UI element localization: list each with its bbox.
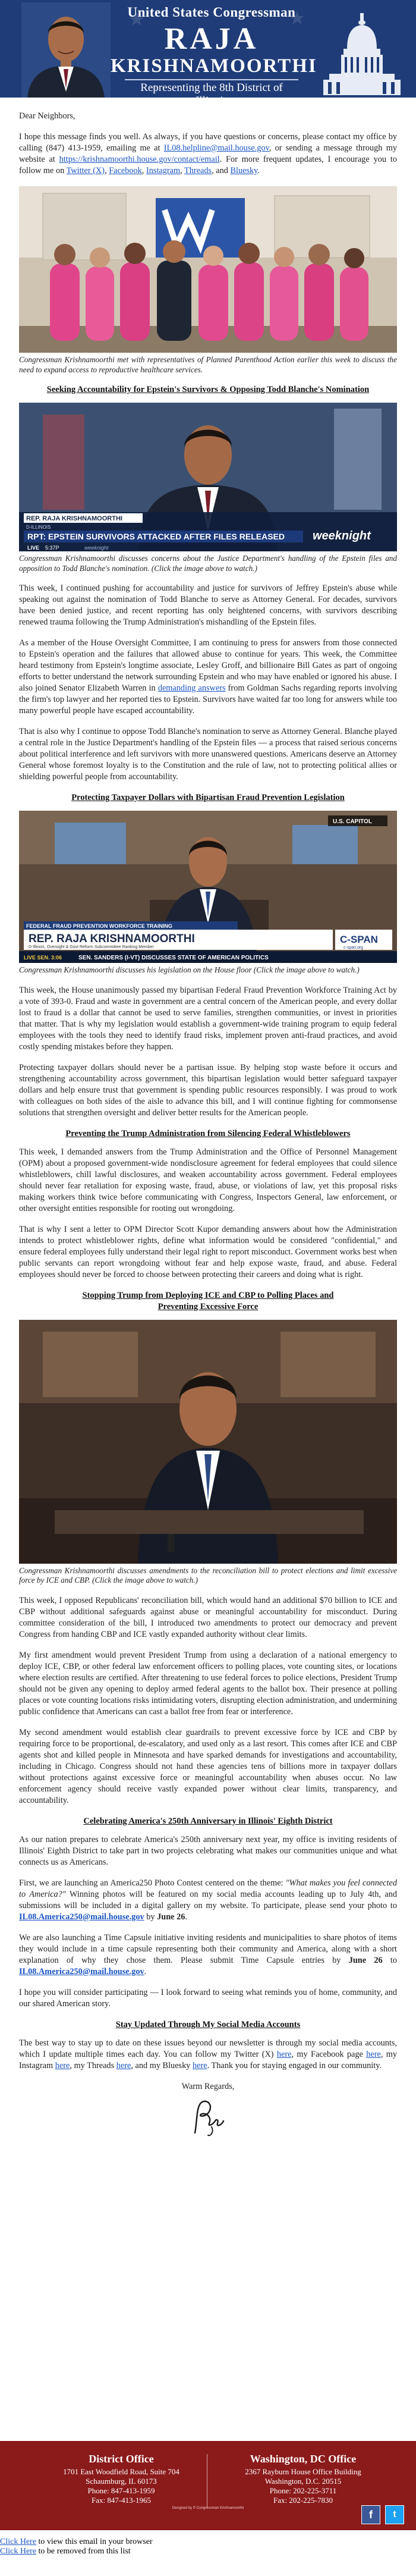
intro-text-1: I hope this message finds you well. As always, if you have questions or concerns, please contact my office by calling (847) 413-1959, emailing me at — [19, 132, 397, 153]
dc-address-1: 2367 Rayburn House Office Building — [245, 2467, 361, 2476]
tv1-headline: RPT: EPSTEIN SURVIVORS ATTACKED AFTER FILES RELEASED — [27, 532, 285, 541]
view-in-browser-line — [0, 2537, 357, 2547]
epstein-paragraph-1: This week, I continued pushing for accountability and justice for survivors of Jeffrey Epstein's abuse while speaking out against the nomination of Todd Blanche to serve as Attorney General. For decades, survivors have been denied justice, and recent reporting has only heightened concerns, with survivors describing renewed trauma following the Trump Administration's mishandling of the Epstein files. — [19, 583, 397, 627]
tv2-brand-sub: c-span.org — [343, 946, 364, 950]
twitter-link[interactable]: Twitter (X) — [66, 166, 105, 175]
header-first-name: RAJA — [164, 22, 259, 56]
ice-paragraph-3: My second amendment would establish clear guardrails to prevent excessive force by ICE and CBP by requiring force to be proportional, de-escalatory, and used only as a last resort. This comes after ICE and CBP agents shot and killed people in Minnesota and have sparked demands for investigations and accountability, including in Chicago. Congress should not hand these agencies tens of billions more in taxpayer dollars without protections against excessive force or meaningful accountability when abuses occur. No law enforcement agency should receive vastly expanded power without clear limits, transparency, and accountability. — [19, 1727, 397, 1805]
tv1-brand: weeknight — [313, 529, 371, 542]
footer-social-icons — [361, 2505, 404, 2524]
closing-regards: Warm Regards, — [181, 2081, 235, 2091]
a250-p3-text-a: We are also launching a Time Capsule initiative inviting residents and municipalities to share photos of items they would include in a time capsule representing both their community and America, along with a short explanation of why they chose them. Please submit Time Capsule entries by — [19, 1932, 397, 1965]
social-twitter-here-link[interactable]: here — [276, 2049, 292, 2059]
district-address-2: Schaumburg, IL 60173 — [86, 2477, 157, 2486]
epstein-p2-text-a: As a member of the House Oversight Committee, I am continuing to press for answers from those connected to Epstein's operation and the failures that allowed abuse to continue for years. This week, the Committee heard testimony from Epstein's longtime associate, Lesley Groff, and billionaire Bill Gates as part of ongoing efforts to better understand the network surrounding Epstein and who may have enabled or ignored his abuse. I also joined Senator Elizabeth Warren in — [19, 638, 397, 693]
district-office-title: District Office — [89, 2453, 154, 2465]
email-footer-links — [0, 2537, 357, 2556]
view-in-browser-text: to view this email in your browser — [36, 2537, 153, 2546]
committee-hearing-video-thumbnail[interactable] — [19, 1320, 397, 1564]
congressman-portrait — [21, 2, 111, 98]
social-text-e: , and my Bluesky — [131, 2060, 193, 2070]
tv1-time: 5:37P — [45, 545, 59, 551]
facebook-icon[interactable]: f — [361, 2505, 380, 2524]
tv2-capitol-tag: U.S. CAPITOL — [333, 818, 372, 825]
helpline-email-link[interactable]: IL08.helpline@mail.house.gov — [163, 143, 269, 153]
photo1-caption: Congressman Krishnamoorthi met with representatives of Planned Parenthood Action earlier this week to discuss the need to expand access to reproductive healthcare services. — [19, 355, 397, 374]
facebook-link[interactable]: Facebook — [109, 166, 142, 175]
a250-p2-text-a: First, we are launching an America250 Photo Contest centered on the theme: — [19, 1878, 286, 1888]
ice-heading-line-1: Stopping Trump from Deploying ICE and CBP to Polling Places and — [82, 1290, 334, 1300]
district-office-block — [44, 2454, 198, 2505]
social-text-a: The best way to stay up to date on these issues beyond our newsletter is through my social media accounts, which I update multiple times each day. You can follow my Twitter (X) — [19, 2038, 397, 2059]
header-banner — [0, 0, 416, 107]
district-address-1: 1701 East Woodfield Road, Suite 704 — [63, 2467, 179, 2476]
dc-fax: Fax: 202-225-7830 — [273, 2496, 333, 2505]
social-text-b: , my Facebook page — [291, 2049, 367, 2059]
america250-paragraph-2 — [19, 1878, 397, 1923]
ice-cbp-caption: Congressman Krishnamoorthi discusses amendments to the reconciliation bill to protect elections and limit excessive force by ICE and CBP. (Click the image above to watch.) — [19, 1565, 397, 1584]
a250-theme: "What makes you feel connected to America?" — [19, 1878, 397, 1899]
whistleblower-paragraph-2: That is why I sent a letter to OPM Director Scott Kupor demanding answers about how the Administration intends to protect whistleblower rights, define what information would be considered "confidential," and ensure federal employees fully understand their legal right to report misconduct. Government works best when public servants can report wrongdoing without fear and help expose waste, fraud, and abuse. Federal employees should never be forced to choose between protecting their careers and doing what is right. — [19, 1224, 397, 1279]
america250-paragraph-1: As our nation prepares to celebrate America's 250th anniversary next year, my office is inviting residents of Illinois' Eighth District to take part in two projects celebrating what makes our communities unique and what connects us as Americans. — [19, 1834, 397, 1867]
america250-paragraph-4: I hope you will consider participating — I look forward to seeing what reminds you of home, community, and our shared American story. — [19, 1987, 397, 2009]
greeting: Dear Neighbors, — [19, 111, 75, 121]
social-threads-here-link[interactable]: here — [116, 2060, 131, 2070]
planned-parenthood-group-photo — [19, 186, 397, 353]
threads-link[interactable]: Threads — [184, 166, 212, 175]
header-title-line: United States Congressman — [127, 5, 296, 20]
bluesky-link[interactable]: Bluesky — [230, 166, 258, 175]
epstein-paragraph-3: That is also why I continue to oppose Todd Blanche's nomination to serve as Attorney General. Blanche played a central role in the Justice Department's handling of the Epstein files — a process that raised serious concerns about political interference and left survivors with more unanswered questions. Americans deserve an Attorney General whose foremost loyalty is to the Constitution and the rule of law, not to protecting political allies or shielding powerful people from accountability. — [19, 727, 397, 782]
fraud-paragraph-2: Protecting taxpayer dollars should never be a partisan issue. By helping stop waste before it occurs and strengthening accountability across government, this bipartisan legislation would better safeguard taxpayer dollars and help ensure trust that government is spending public resources responsibly. I was proud to work with colleagues on both sides of the aisle to advance this bill, and I will continue fighting for commonsense solutions that strengthen oversight and deliver better results for the American people. — [19, 1062, 397, 1118]
epstein-paragraph-2 — [19, 638, 397, 717]
header-last-name: KRISHNAMOORTHI — [111, 55, 317, 77]
intro-sep-2: , — [141, 166, 146, 175]
dc-phone: Phone: 202-225-3711 — [269, 2486, 337, 2495]
america250-email-link-2[interactable]: IL08.America250@mail.house.gov — [19, 1966, 144, 1976]
unsubscribe-link[interactable]: Click Here — [0, 2547, 37, 2556]
social-text-f: . Thank you for staying engaged in our community. — [207, 2060, 382, 2070]
tv2-ribbon: FEDERAL FRAUD PREVENTION WORKFORCE TRAINING — [26, 923, 172, 929]
view-in-browser-link[interactable]: Click Here — [0, 2537, 37, 2546]
a250-p2-text-b: Winning photos will be featured on my social media accounts leading up to July 4th, and submissions will be included in a digital gallery on my website. To participate, please send your photo to — [19, 1889, 397, 1910]
social-paragraph — [19, 2038, 397, 2072]
intro-paragraph — [19, 131, 397, 177]
america250-paragraph-3 — [19, 1932, 397, 1978]
section-epstein-heading: Seeking Accountability for Epstein's Survivors & Opposing Todd Blanche's Nomination — [46, 385, 370, 394]
dc-office-title: Washington, DC Office — [250, 2453, 357, 2465]
tv2-name-sub: D-Illinois, Oversight & Govt Reform Subcommittee Ranking Member — [29, 945, 154, 949]
a250-p2-by: by — [144, 1912, 157, 1922]
tv1-live: LIVE — [27, 545, 40, 551]
intro-end: . — [257, 166, 260, 175]
section-america250-heading: Celebrating America's 250th Anniversary in Illinois' Eighth District — [83, 1816, 333, 1826]
intro-text-3: . For more frequent updates, I encourage you to follow me on — [19, 155, 397, 175]
ice-paragraph-1: This week, I opposed Republicans' reconciliation bill, which would hand an additional $70 billion to ICE and CBP without additional safeguards against abuse or meaningful accountability for misconduct. During committee consideration of the bill, I introduced two amendments to protect our democracy and prevent Congress from handing CBP and ICE vastly expanded authority without clear limits. — [19, 1595, 397, 1639]
closing-block — [19, 2081, 397, 2142]
tv2-ticker-time: LIVE SEN. 3:06 — [24, 955, 62, 961]
demanding-answers-link[interactable]: demanding answers — [157, 683, 226, 693]
social-text-d: , my Threads — [70, 2060, 116, 2070]
social-text-c: , my Instagram — [19, 2049, 397, 2070]
section-social-heading: Stay Updated Through My Social Media Accounts — [115, 2019, 301, 2029]
tv1-name-sub: D-ILLINOIS — [26, 525, 51, 530]
dc-office-block — [226, 2454, 380, 2505]
a250-p3-end: . — [144, 1966, 147, 1976]
ice-heading-line-2: Preventing Excessive Force — [157, 1301, 259, 1311]
fraud-caption: Congressman Krishnamoorthi discusses his legislation on the House floor (Click the image above to watch.) — [19, 965, 360, 974]
footer-note: Designed by © Congressman Krishnamoorthi — [172, 2506, 244, 2510]
epstein-p2-text-b: from Goldman Sachs regarding reports involving the firm's top lawyer and her reported ties to Epstein. Survivors have waited far too long for answers while too many powerful people have escaped accountability. — [19, 683, 397, 716]
unsubscribe-text: to be removed from this list — [36, 2547, 131, 2556]
intro-text-2: , or sending a message through my website at — [19, 143, 397, 164]
tv1-brand-small: weeknight — [84, 545, 109, 551]
footer-offices — [0, 2441, 416, 2530]
contact-website-link[interactable]: https://krishnamoorthi.house.gov/contact/email — [59, 155, 220, 164]
unsubscribe-line — [0, 2547, 357, 2556]
tv2-name-bar: REP. RAJA KRISHNAMOORTHI — [29, 933, 195, 945]
tv1-name-bar: REP. RAJA KRISHNAMOORTHI — [26, 515, 122, 522]
whistleblower-paragraph-1: This week, I demanded answers from the Trump Administration and the Office of Personnel Management (OPM) about a proposed government-wide nondisclosure agreement for federal employees that could silence whistleblowers, chill lawful disclosures, and weaken accountability across government. Federal employees should never fear retaliation for exposing waste, fraud, abuse, or violations of law, yet this proposal risks making workers think twice before communicating with Congress, Inspectors General, law enforcement, or other oversight entities responsible for rooting out wrongdoing. — [19, 1147, 397, 1213]
tv2-ticker: SEN. SANDERS (I-VT) DISCUSSES STATE OF AMERICAN POLITICS — [78, 955, 269, 961]
intro-and: , and — [212, 166, 231, 175]
header-subtitle: Representing the 8th District of Illinois — [125, 79, 298, 108]
district-fax: Fax: 847-413-1965 — [91, 2496, 152, 2505]
a250-p2-date: June 26 — [157, 1912, 185, 1922]
house-floor-cspan-thumbnail[interactable] — [19, 811, 397, 963]
capitol-dome-icon — [323, 13, 401, 95]
epstein-tv-clip-thumbnail[interactable] — [19, 403, 397, 551]
ice-paragraph-2: My first amendment would prevent President Trump from using a declaration of a national emergency to deploy ICE, CBP, or other federal law enforcement officers to polling places, vote counting sites, or locations where election results are certified. After threatening to use federal forces to police elections, President Trump should not be given any opening to deploy armed federal agents to the ballot box. Their presence at polling places or vote counting locations risks intimidating voters, disrupting election administration, and undermining public confidence that Americans can cast a ballot free from fear or interference. — [19, 1650, 397, 1717]
section-ice-cbp-heading — [19, 1290, 397, 1313]
instagram-link[interactable]: Instagram — [146, 166, 181, 175]
district-phone: Phone: 847-413-1959 — [87, 2486, 155, 2495]
section-fraud-heading: Protecting Taxpayer Dollars with Bipartisan Fraud Prevention Legislation — [71, 793, 345, 802]
intro-sep-1: , — [105, 166, 109, 175]
epstein-caption: Congressman Krishnamoorthi discusses concerns about the Justice Department's handling of the Epstein files and opposition to Todd Blanche's nomination. (Click the image above to watch.) — [19, 554, 397, 573]
america250-email-link-1[interactable]: IL08.America250@mail.house.gov — [19, 1912, 144, 1922]
a250-p3-date: June 26 — [348, 1955, 383, 1965]
section-whistleblower-heading: Preventing the Trump Administration from Silencing Federal Whistleblowers — [65, 1128, 351, 1138]
social-instagram-here-link[interactable]: here — [55, 2060, 70, 2070]
intro-sep-3: , — [180, 166, 185, 175]
newsletter-body — [19, 111, 397, 2142]
twitter-icon[interactable]: t — [385, 2505, 404, 2524]
fraud-paragraph-1: This week, the House unanimously passed my bipartisan Federal Fraud Prevention Workforce Training Act by a vote of 393-0. Fraud and waste in government are a central concern of the American people, and every dollar lost to fraud is a dollar that cannot be used to serve families, strengthen communities, or invest in priorities that matter. That is why my legislation would establish a government-wide training program to equip federal employees with the tools they need to identify fraud risks, implement proven anti-fraud practices, and avoid costly spending mistakes before they happen. — [19, 985, 397, 1052]
tv2-brand: C-SPAN — [340, 934, 378, 945]
social-bluesky-here-link[interactable]: here — [192, 2060, 207, 2070]
a250-p2-end: . — [185, 1912, 187, 1922]
handwritten-signature — [184, 2097, 232, 2139]
a250-p3-to: to — [382, 1955, 397, 1965]
dc-address-2: Washington, D.C. 20515 — [264, 2477, 342, 2486]
social-facebook-here-link[interactable]: here — [366, 2049, 381, 2059]
